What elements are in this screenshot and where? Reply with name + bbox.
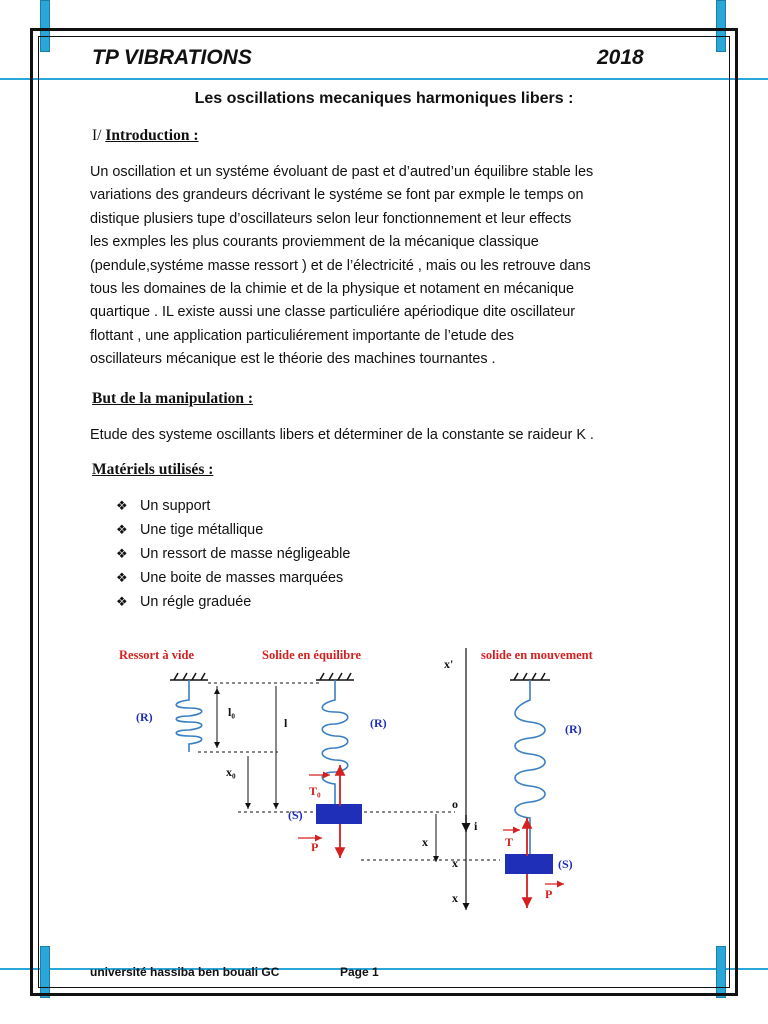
materiels-heading-text: Matériels utilisés :: [92, 461, 214, 478]
list-item-text: Un ressort de masse négligeable: [140, 546, 351, 562]
intro-line: les exmples les plus courants proviemment de la mécanique classique: [90, 234, 539, 251]
label-solide-mouvement: solide en mouvement: [481, 648, 593, 662]
intro-line: oscillateurs mécanique est le théorie des machines tournantes .: [90, 351, 496, 368]
but-heading-text: But de la manipulation :: [92, 390, 254, 407]
label-ressort-vide: Ressort à vide: [119, 648, 194, 662]
support-2-icon: [316, 673, 354, 680]
intro-heading-text: Introduction :: [105, 127, 199, 144]
label-xprime: x': [444, 657, 454, 671]
intro-line: flottant , une application particuliérement importante de l’etude des: [90, 327, 514, 344]
label-o: o: [452, 797, 458, 811]
label-l0: l₀: [228, 705, 235, 719]
label-r2: (R): [370, 716, 387, 730]
label-x-left: x: [422, 835, 428, 849]
label-i: i: [474, 819, 478, 833]
dimension-lines: [198, 683, 500, 860]
page-title: Les oscillations mecaniques harmoniques libers :: [194, 90, 574, 107]
label-p2: P: [311, 840, 319, 854]
label-p3: P: [545, 887, 553, 901]
label-t0: T₀: [309, 784, 321, 798]
header-year: 2018: [597, 46, 644, 69]
but-text: Etude des systeme oscillants libers et déterminer de la constante se raideur K .: [90, 427, 594, 443]
label-x-center: x: [452, 856, 458, 870]
support-1-icon: [170, 673, 208, 680]
intro-line: quartique . IL existe aussi une classe particuliére apériodique dite oscillateur: [90, 304, 576, 321]
intro-heading-prefix: I/: [92, 127, 106, 144]
label-t: T: [505, 835, 514, 849]
support-3-icon: [510, 673, 550, 680]
diamond-bullet-icon: ❖: [116, 570, 128, 585]
intro-line: distique plusiers tupe d’oscillateurs selon leur fonctionnement et leur effects: [90, 210, 572, 227]
intro-line: tous les domaines de la chimie et de la physique et notament en mécanique: [90, 281, 574, 298]
list-item-text: Une boite de masses marquées: [140, 570, 344, 586]
label-x-axis-end: x: [452, 891, 458, 905]
list-item-text: Un régle graduée: [140, 594, 252, 610]
diamond-bullet-icon: ❖: [116, 594, 128, 609]
label-s3: (S): [558, 857, 573, 871]
label-solide-equilibre: Solide en équilibre: [262, 648, 362, 662]
list-item-text: Un support: [140, 498, 211, 514]
label-l: l: [284, 716, 288, 730]
mass-equilibrium: [316, 804, 362, 824]
footer-page-number: Page 1: [340, 965, 379, 979]
mass-motion: [505, 854, 553, 874]
intro-line: (pendule,systéme masse ressort ) et de l’électricité , mais ou les retrouve dans: [90, 257, 591, 274]
label-x0: x₀: [226, 765, 236, 779]
label-s2: (S): [288, 808, 303, 822]
diamond-bullet-icon: ❖: [116, 546, 128, 561]
label-r3: (R): [565, 722, 582, 736]
diamond-bullet-icon: ❖: [116, 498, 128, 513]
diamond-bullet-icon: ❖: [116, 522, 128, 537]
spring-unloaded: [176, 680, 202, 752]
header-title: TP VIBRATIONS: [92, 46, 252, 69]
spring-equilibrium: [322, 680, 348, 805]
intro-line: Un oscillation et un systéme évoluant de past et d’autred’un équilibre stable les: [90, 164, 594, 180]
label-r1: (R): [136, 710, 153, 724]
footer-university: université hassiba ben bouali GC: [90, 965, 280, 979]
list-item-text: Une tige métallique: [140, 522, 264, 538]
intro-line: variations des grandeurs décrivant le systéme se font par exmple le temps on: [90, 187, 584, 204]
spring-motion: [515, 680, 545, 855]
